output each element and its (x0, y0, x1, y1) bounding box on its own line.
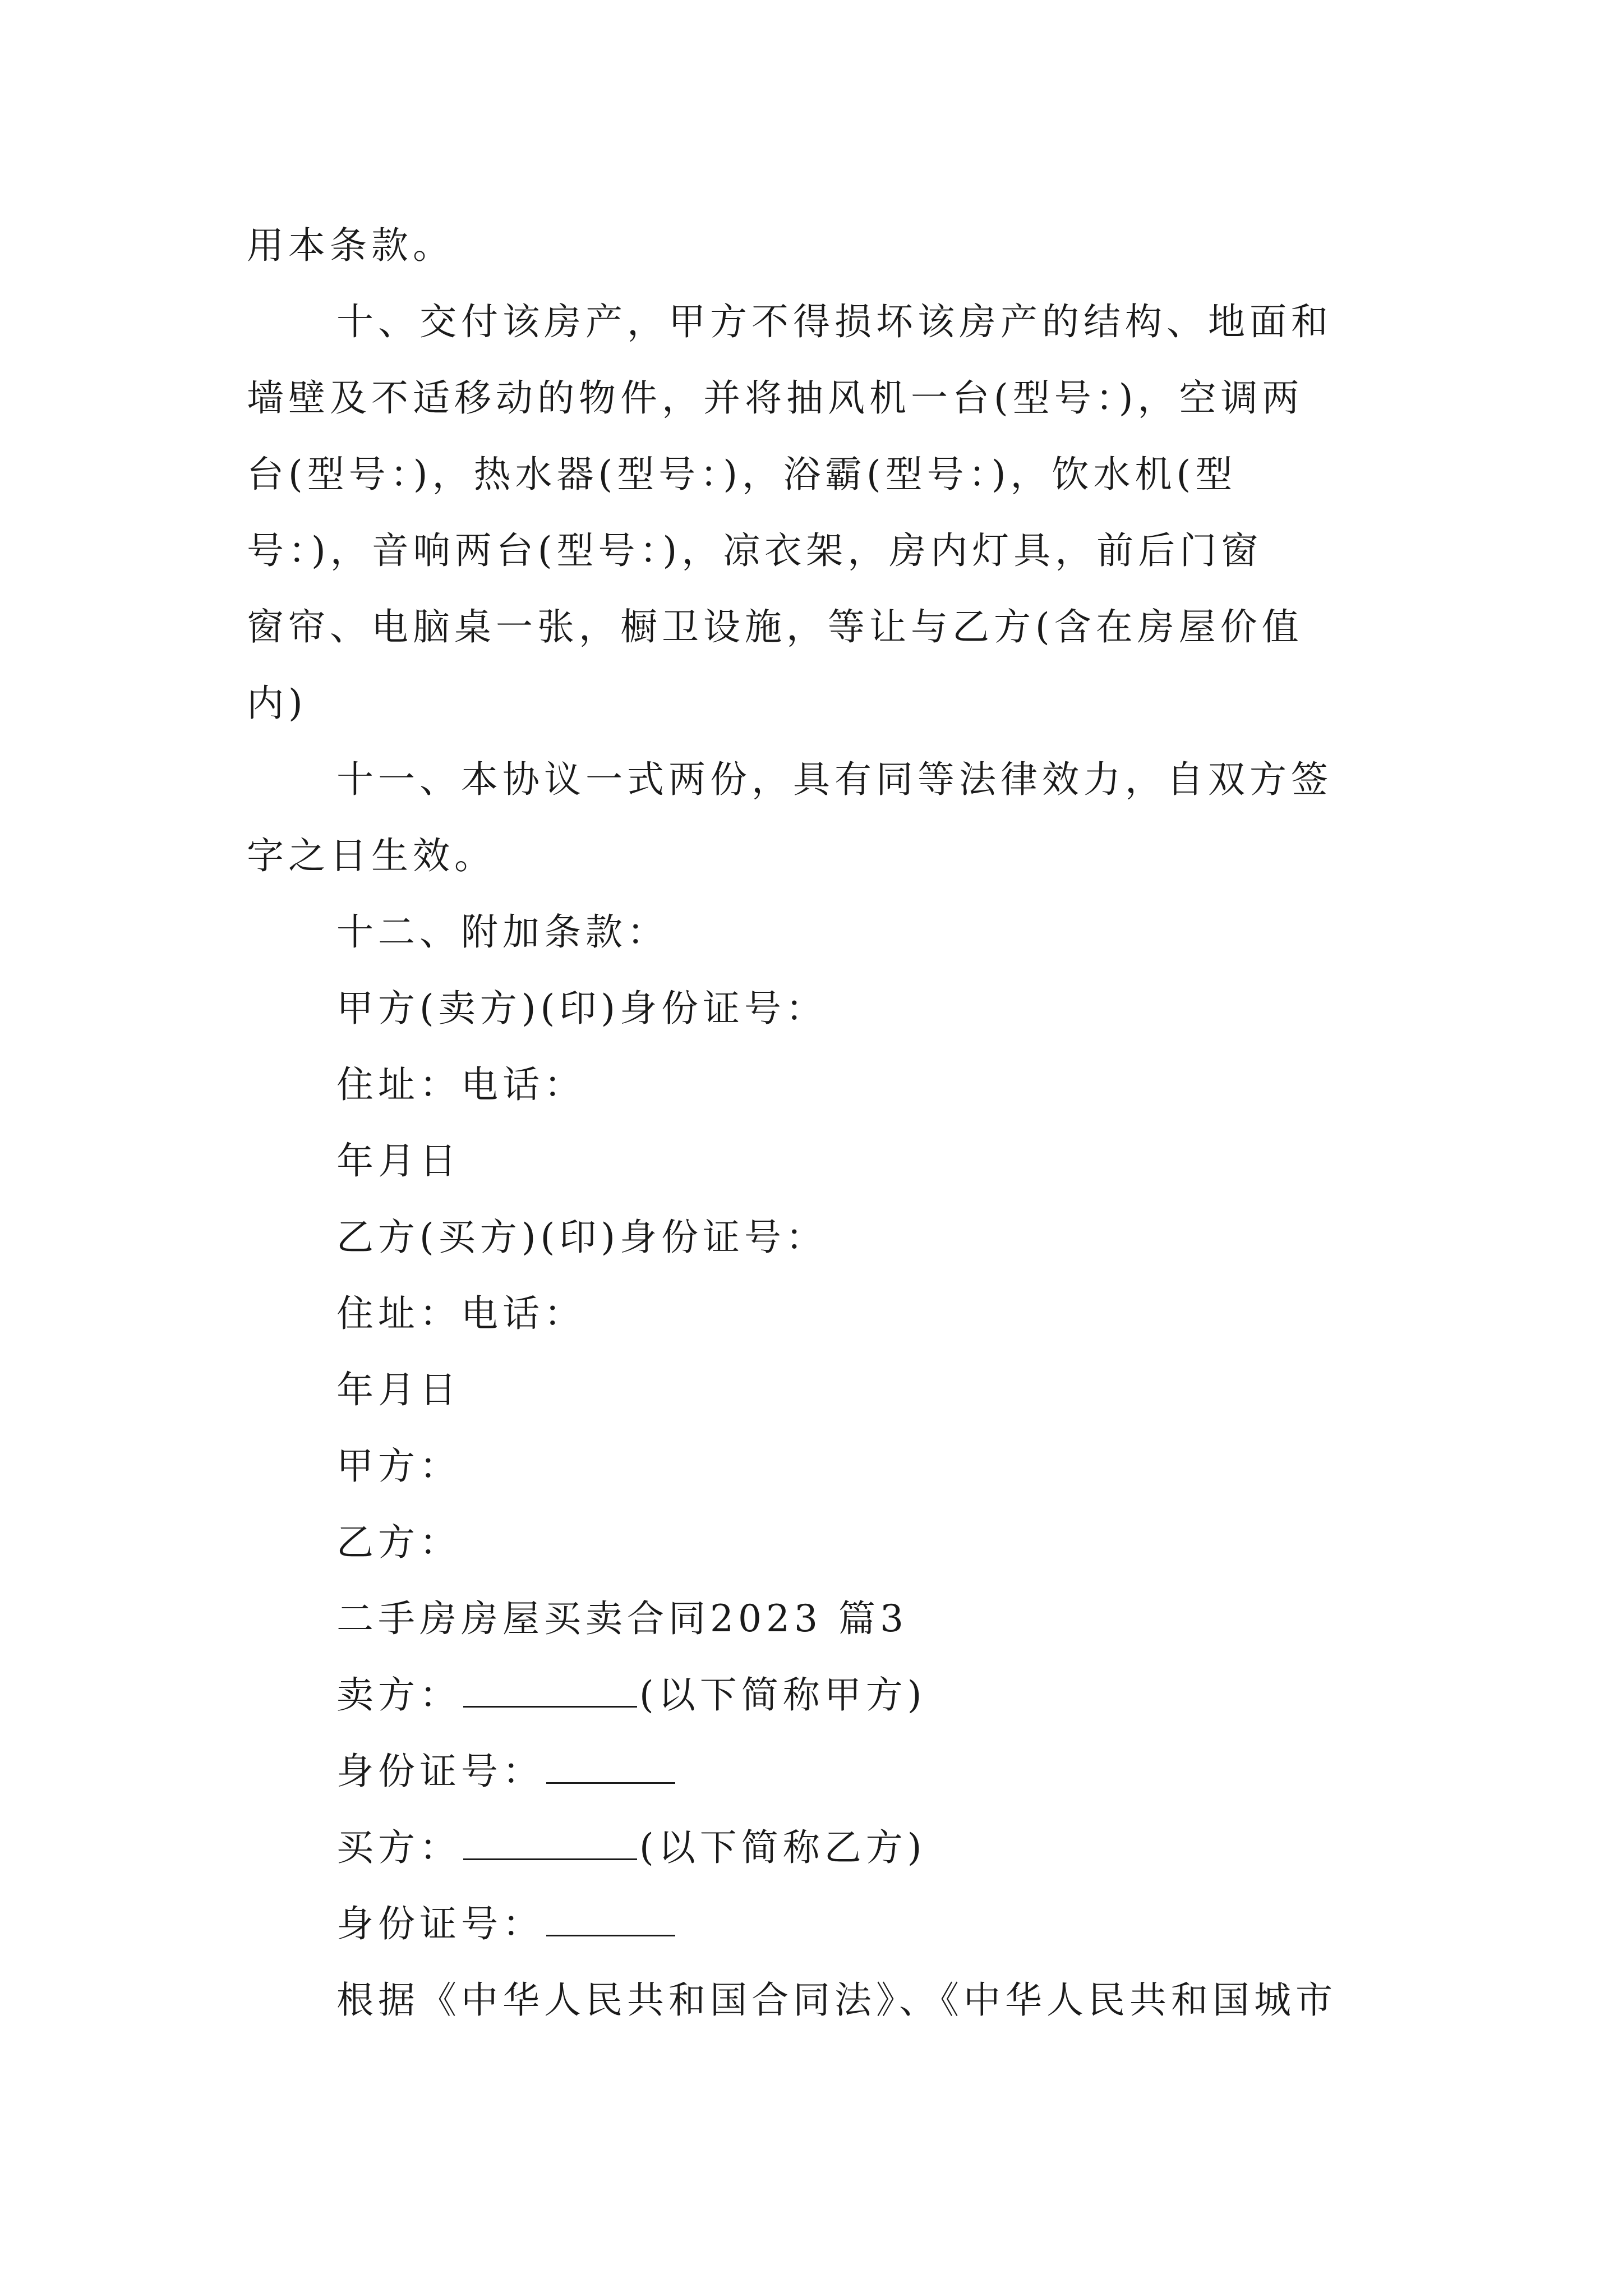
seller-line (247, 1657, 1385, 1733)
paragraph-line: 号：)，音响两台(型号：)，凉衣架，房内灯具，前后门窗 (247, 529, 1263, 572)
party-a-id-line: 甲方(卖方)(印)身份证号： (336, 987, 827, 1030)
buyer-id-blank (546, 1901, 675, 1936)
seller-id-line (247, 1733, 1385, 1810)
seller-suffix: (以下简称甲方) (639, 1673, 926, 1717)
buyer-label: 买方： (336, 1826, 461, 1869)
seller-id-label: 身份证号： (336, 1750, 544, 1793)
basis-line: 根据《中华人民共和国合同法》、《中华人民共和国城市 (336, 1978, 1337, 2022)
buyer-id-label: 身份证号： (336, 1902, 544, 1945)
seller-blank (463, 1672, 637, 1708)
paragraph-line: 墙壁及不适移动的物件，并将抽风机一台(型号：)，空调两 (247, 376, 1304, 420)
seller-label: 卖方： (336, 1673, 461, 1717)
party-b-id-line: 乙方(买方)(印)身份证号： (336, 1216, 827, 1259)
party-a-signature-line: 甲方： (336, 1444, 461, 1488)
paragraph-line: 用本条款。 (247, 224, 454, 267)
seller-id-blank (546, 1749, 675, 1784)
section-heading: 二手房房屋买卖合同2023 篇3 (336, 1597, 908, 1640)
paragraph-line: 台(型号：)，热水器(型号：)，浴霸(型号：)，饮水机(型 (247, 453, 1237, 496)
buyer-suffix: (以下简称乙方) (639, 1826, 926, 1869)
party-a-address-line: 住址：电话： (336, 1063, 585, 1106)
party-b-date-line: 年月日 (336, 1368, 461, 1411)
buyer-blank (463, 1825, 637, 1860)
clause-twelve-line: 十二、附加条款： (336, 910, 668, 954)
party-a-date-line: 年月日 (336, 1139, 461, 1182)
paragraph-line: 窗帘、电脑桌一张，橱卫设施，等让与乙方(含在房屋价值 (247, 605, 1303, 648)
clause-ten-line: 十、交付该房产，甲方不得损坏该房产的结构、地面和 (336, 300, 1332, 343)
party-b-address-line: 住址：电话： (336, 1292, 585, 1335)
buyer-id-line (247, 1886, 1385, 1962)
paragraph-line: 内) (247, 682, 307, 725)
paragraph-line: 字之日生效。 (247, 834, 496, 877)
party-b-signature-line: 乙方： (336, 1521, 461, 1564)
buyer-line (247, 1810, 1385, 1886)
document-body (247, 208, 1385, 2039)
clause-eleven-line: 十一、本协议一式两份，具有同等法律效力，自双方签 (336, 758, 1332, 801)
